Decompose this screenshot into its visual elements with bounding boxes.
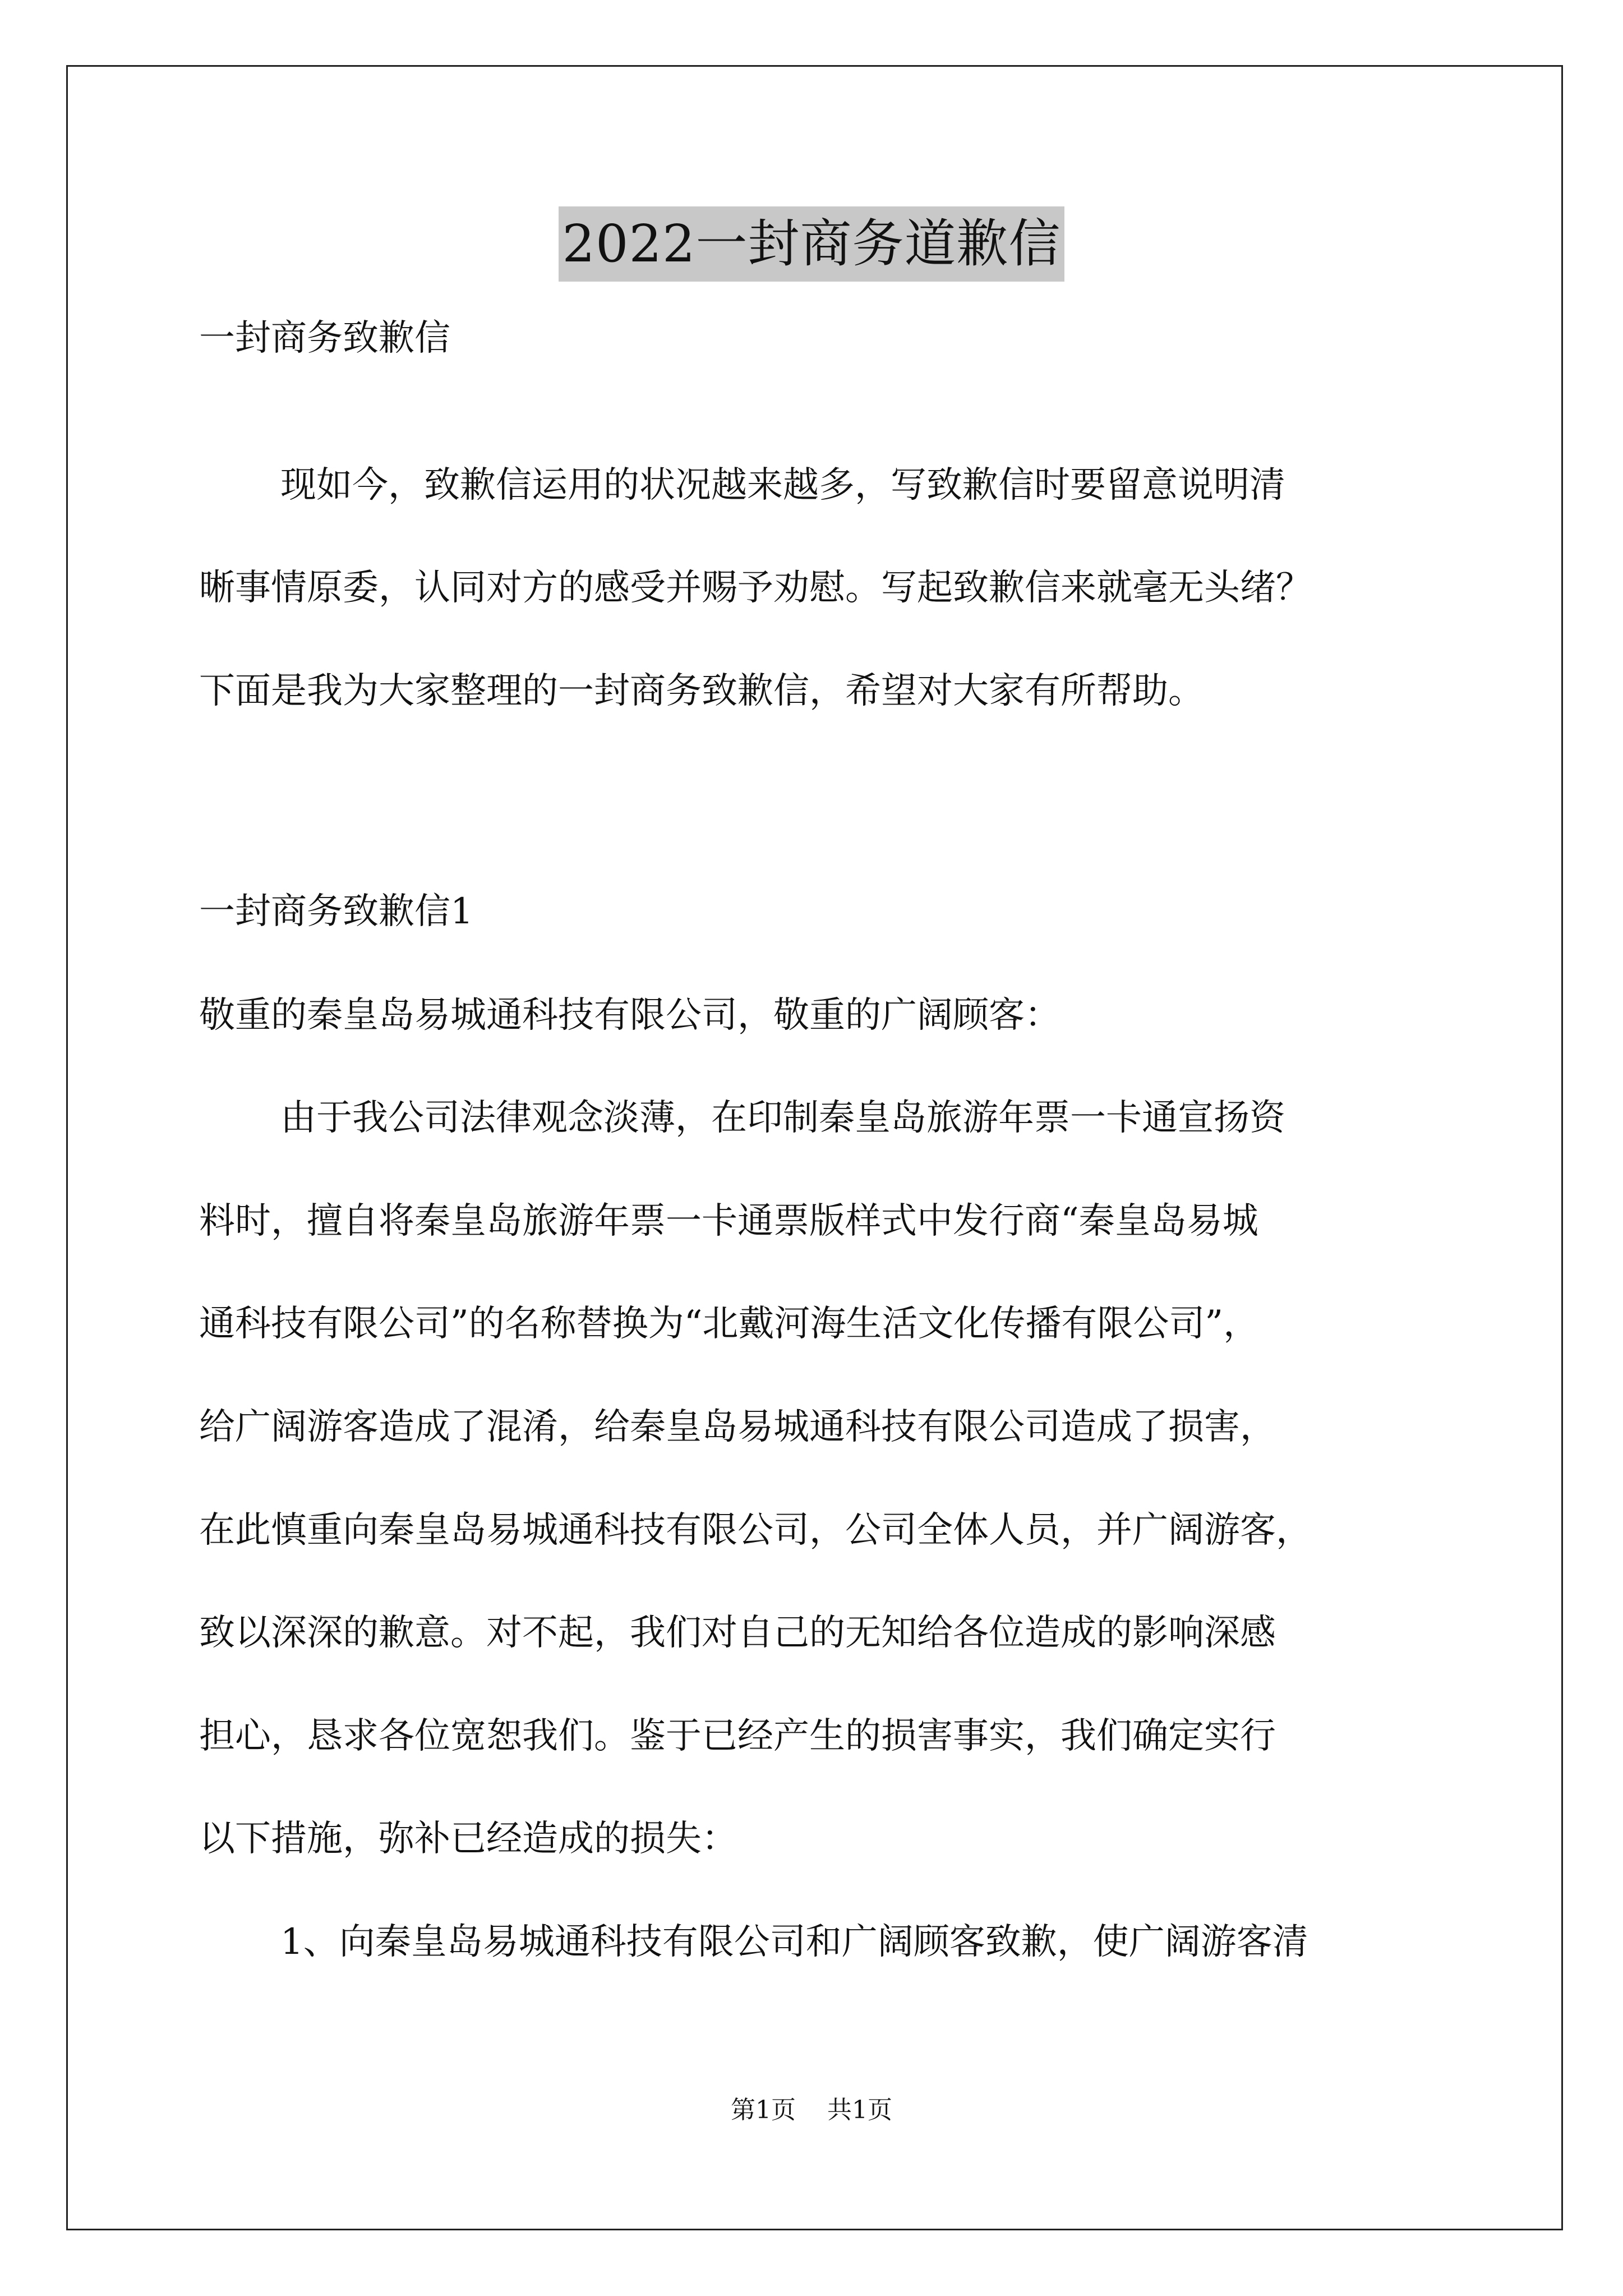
page-footer bbox=[0, 2093, 1623, 2127]
body-line-6: 致以深深的歉意。对不起，我们对自己的无知给各位造成的影响深感 bbox=[199, 1612, 1276, 1654]
intro-line-1: 现如今，致歉信运用的状况越来越多，写致歉信时要留意说明清 bbox=[280, 464, 1285, 506]
item-line-1: 1、向秦皇岛易城通科技有限公司和广阔顾客致歉，使广阔游客清 bbox=[280, 1921, 1308, 1963]
page-border bbox=[66, 65, 1563, 2230]
section-heading: 一封商务致歉信1 bbox=[199, 891, 473, 932]
salutation: 敬重的秦皇岛易城通科技有限公司，敬重的广阔顾客： bbox=[199, 995, 1061, 1036]
title-container bbox=[0, 206, 1623, 282]
body-line-7: 担心，恳求各位宽恕我们。鉴于已经产生的损害事实，我们确定实行 bbox=[199, 1715, 1276, 1757]
heading: 一封商务致歉信 bbox=[199, 318, 450, 359]
body-line-4: 给广阔游客造成了混淆，给秦皇岛易城通科技有限公司造成了损害， bbox=[199, 1406, 1276, 1448]
page-total: 共1页 bbox=[827, 2096, 892, 2124]
intro-line-2: 晰事情原委，认同对方的感受并赐予劝慰。写起致歉信来就毫无头绪？ bbox=[199, 567, 1312, 609]
body-line-8: 以下措施，弥补已经造成的损失： bbox=[199, 1818, 737, 1860]
body-line-3: 通科技有限公司”的名称替换为“北戴河海生活文化传播有限公司”， bbox=[199, 1303, 1260, 1345]
body-line-1: 由于我公司法律观念淡薄，在印制秦皇岛旅游年票一卡通宣扬资 bbox=[280, 1097, 1285, 1139]
body-line-2: 料时，擅自将秦皇岛旅游年票一卡通票版样式中发行商“秦皇岛易城 bbox=[199, 1200, 1258, 1242]
document-title: 2022一封商务道歉信 bbox=[559, 206, 1064, 282]
page-number: 第1页 bbox=[731, 2096, 796, 2124]
intro-line-3: 下面是我为大家整理的一封商务致歉信，希望对大家有所帮助。 bbox=[199, 670, 1204, 712]
body-line-5: 在此慎重向秦皇岛易城通科技有限公司，公司全体人员，并广阔游客， bbox=[199, 1510, 1312, 1551]
